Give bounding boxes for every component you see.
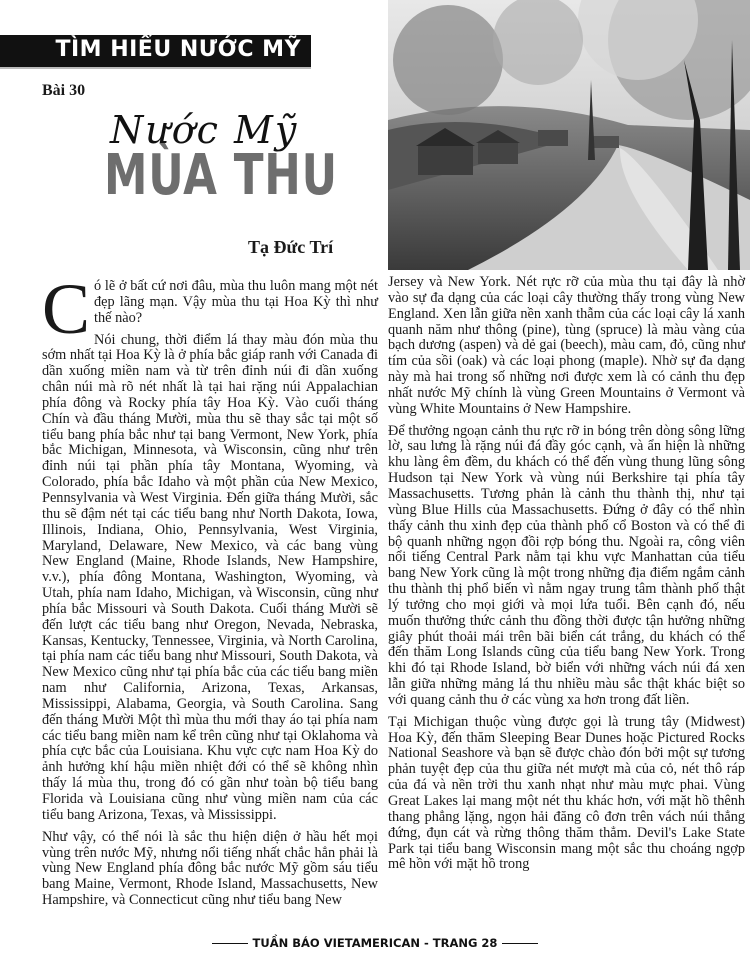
right-column — [388, 275, 745, 879]
article-title: MÙA THU — [104, 143, 338, 208]
lesson-number: Bài 30 — [42, 82, 86, 99]
body-paragraph: Jersey và New York. Nét rực rỡ của mùa thu tại đây là nhờ vào sự đa dạng của các loại cây thường thấy trong vùng New England. Xen lẫn giữa nền xanh thẫm của các loại cây lá xanh quanh năm như thông (pine), tùng (spruce) là màu vàng của bạch dương (aspen) và dẻ gai (beech), màu cam, đỏ, cũng như tím của sồi (oak) và các loại phong (maple). Nhờ sự đa dạng này mà hai trong số những nơi được xem là có cảnh thu đẹp nhất nước Mỹ chính là vùng Green Mountains ở Vermont và vùng White Mountains ở New Hampshire. — [388, 274, 745, 417]
script-title: Nước Mỹ — [110, 108, 299, 152]
intro-text: ó lẽ ở bất cứ nơi đâu, mùa thu luôn mang một nét đẹp lãng mạn. Vậy mùa thu tại Hoa Kỳ thì như thế nào? — [94, 278, 378, 326]
body-paragraph: Nói chung, thời điểm lá thay màu đón mùa thu sớm nhất tại Hoa Kỳ là ở phía bắc giáp ranh với Canada đi dần xuống miền nam và từ trên đỉnh núi đi dần xuống chân núi mà rõ nét nhất là tại hai rặng núi Appalachian phía đông và Rocky phía tây Hoa Kỳ. Vào cuối tháng Chín và đầu tháng Mười, mùa thu sẽ thay sắc tại một số tiểu bang phía bắc như tại bang Vermont, New York, phía bắc Michigan, Minnesota, và Wisconsin, cũng như trên đỉnh núi tại phần phía tây Montana, Wyoming, và Colorado, phía bắc Idaho và một phần của New Mexico, Pennsylvania và West Virginia. Đến giữa tháng Mười, sắc thu sẽ đậm nét tại các tiểu bang như North Dakota, Iowa, Illinois, Indiana, Ohio, Pennsylvania, West Virginia, Maryland, Delaware, New Mexico, và các bang vùng New England (Maine, Rhode Islands, New Hampshire, v.v.), phía đông Montana, Washington, Wyoming, và Utah, phía nam Idaho, Michigan, và Wisconsin, cũng như phía bắc Missouri và South Dakota. Cuối tháng Mười sẽ đến lượt các tiểu bang như Oregon, Nevada, Nebraska, Kansas, Kentucky, Tennessee, Virginia, và North Carolina, tại phía nam các tiểu bang như Missouri, South Dakota, và New Mexico cũng như tại phía bắc của các tiểu bang miền nam như California, Arizona, Texas, Arkansas, Mississippi, Alabama, Georgia, và South Carolina. Sang đến tháng Mười Một thì mùa thu mới thay áo tại phía nam các tiểu bang miền nam kể trên cũng như tại Oklahoma và phía cực bắc của Louisiana. Khu vực cực nam Hoa Kỳ do ảnh hưởng khí hậu miền nhiệt đới có thể sẽ không nhìn thấy lá mùa thu, trong đó có gần như toàn bộ tiểu bang Florida và Louisiana cũng như vùng miền nam của các tiểu bang Arizona, Texas, và Mississippi. — [42, 331, 378, 823]
body-paragraph: Để thưởng ngoạn cảnh thu rực rỡ in bóng trên dòng sông lững lờ, sau lưng là rặng núi đá đầy góc cạnh, và ẩn hiện là những khu làng êm đềm, du khách có thể đến vùng thung lũng sông Hudson tại New York và vùng núi Berkshire tại phía tây Massachusetts. Tương phản là cảnh thu thành thị, như tại vùng Blue Hills của Massachusetts. Đứng ở đây có thể nhìn thấy cảnh thu xinh đẹp của thành phố cổ Boston và có thể đi bộ quanh những ngọn đồi rợp bóng thu. Ngoài ra, công viên nổi tiếng Central Park nằm tại khu vực Manhattan của tiểu bang New York cũng là một trong những địa điểm ngắm cảnh thu thành thị phổ biến vì nằm ngay trung tâm thành phố thật lý tưởng cho mọi giới và mọi lứa tuổi. Bên cạnh đó, nếu muốn thưởng thức cảnh thu đồng thời được tận hưởng những giây phút thoải mái trên bãi biển cát trắng, du khách có thể đến thăm Long Islands cũng của tiểu bang New York. Trong khi đó tại Rhode Island, bờ biển với những vách núi đá xen lẫn giữa những mảng lá thu nhiều màu sắc thật khác biệt so với quang cảnh thu ở các vùng xa hơn trong đất liền. — [388, 422, 745, 708]
autumn-country-road-photo — [388, 0, 750, 270]
footer-rule — [212, 943, 248, 945]
author: Tạ Đức Trí — [248, 237, 334, 257]
footer-rule — [502, 943, 538, 945]
drop-cap: C — [42, 269, 91, 349]
left-column — [42, 269, 378, 915]
footer-text: TUẦN BÁO VIETAMERICAN - TRANG 28 — [252, 936, 498, 950]
section-header — [0, 35, 311, 69]
body-paragraph: Như vậy, có thể nói là sắc thu hiện diện ở hầu hết mọi vùng trên nước Mỹ, nhưng nổi tiếng nhất chắc hẳn phải là vùng New England phía đông bắc nước Mỹ gồm sáu tiểu bang Maine, Vermont, Rhode Island, Massachusetts, New Hampshire, và Connecticut cũng như tiểu bang New — [42, 828, 378, 909]
intro-paragraph — [42, 269, 378, 349]
page-footer — [0, 936, 750, 950]
section-title: TÌM HIỂU NƯỚC MỸ — [55, 37, 301, 62]
body-paragraph: Tại Michigan thuộc vùng được gọi là trung tây (Midwest) Hoa Kỳ, đến thăm Sleeping Bear Dunes hoặc Pictured Rocks National Seashore và bạn sẽ được chào đón bởi một sự tương phản tuyệt đẹp của thu giữa nét mượt mà của cỏ, nét thô ráp của đá và nền trời thu xanh nhạt như màu mực phai. Vùng Great Lakes lại mang một nét thu khác hơn, với mặt hồ thênh thang phẳng lặng, ngọn hải đăng cô đơn trên vách núi thẳng đứng, đụn cát và rừng thông thăm thẳm. Devil's Lake State Park tại tiểu bang Wisconsin mang một sắc thu choáng ngợp mê hồn với mặt hồ trong — [388, 713, 745, 873]
